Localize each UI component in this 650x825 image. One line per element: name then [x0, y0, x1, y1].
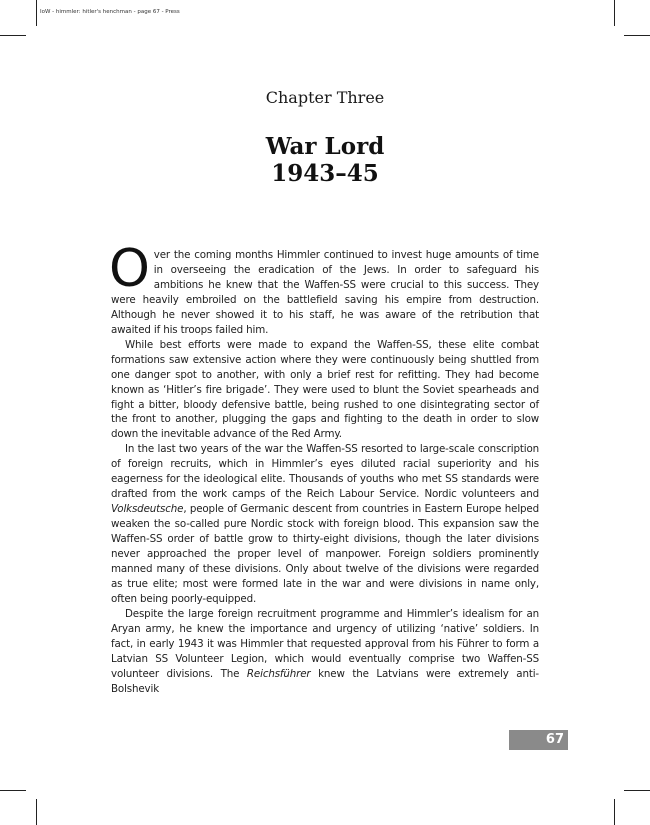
crop-mark-top-right-horizontal [624, 35, 650, 36]
paragraph-2: While best efforts were made to expand the Waffen-SS, these elite combat formations saw extensive action where they were continuously being shuttled from one danger spot to another, with only a brief rest for refitting. They had become known as ‘Hitler’s fire brigade’. They were used to blunt the Soviet spearheads and fight a bitter, bloody defensive battle, being rushed to one disintegrating sector of the front to another, plugging the gaps and fighting to the death in order to slow down the inevitable advance of the Red Army. [111, 338, 539, 441]
crop-mark-bottom-right-horizontal [624, 790, 650, 791]
chapter-body [109, 239, 539, 697]
crop-mark-bottom-left-horizontal [0, 790, 26, 791]
paragraph-3-text-b: , people of Germanic descent from countries in Eastern Europe helped weaken the so-called pure Nordic stock with foreign blood. This expansion saw the Waffen-SS order of battle grow to thirty-eight divisions, though the later divisions never approached the proper level of manpower. Foreign soldiers prominently manned many of these divisions. Only about twelve of the divisions were regarded as true elite; most were formed late in the war and were divisions in name only, often being poorly-equipped. [111, 503, 539, 605]
paragraph-4-italic: Reichsführer [246, 667, 311, 680]
crop-mark-bottom-right-vertical [614, 799, 615, 825]
paragraph-3 [111, 442, 539, 606]
paragraph-4-text-a: Despite the large foreign recruitment programme and Himmler’s idealism for an Aryan army, he knew the importance and urgency of utilizing ‘native’ soldiers. In fact, in early 1943 it was Himmler that requested approval from his Führer to form a Latvian SS Volunteer Legion, which would eventually comprise two Waffen-SS volunteer divisions. The [111, 607, 539, 680]
chapter-title-line-2: 1943–45 [271, 160, 379, 187]
chapter-label: Chapter Three [265, 88, 385, 107]
paragraph-1 [109, 239, 539, 338]
crop-mark-top-right-vertical [614, 0, 615, 26]
drop-cap: O [109, 239, 150, 299]
paragraph-3-text-a: In the last two years of the war the Waffen-SS resorted to large-scale conscription of foreign recruits, which in Himmler’s eyes diluted racial superiority and his eagerness for the ideological elite. Thousands of youths who met SS standards were drafted from the work camps of the Reich Labour Service. Nordic volunteers and [111, 443, 539, 501]
paragraph-4-text-b: knew the Latvians were extremely anti-Bolshevik [111, 667, 539, 695]
crop-mark-top-left-vertical [36, 0, 37, 26]
paragraph-4 [111, 607, 539, 697]
chapter-title [0, 133, 650, 187]
paragraph-3-italic: Volksdeutsche [111, 503, 184, 516]
crop-mark-top-left-horizontal [0, 35, 26, 36]
crop-mark-bottom-left-vertical [36, 799, 37, 825]
paragraph-1-text: ver the coming months Himmler continued to invest huge amounts of time in overseeing the eradication of the Jews. In order to safeguard his ambitions he knew that the Waffen-SS were crucial to this success. They were heavily embroiled on the battlefield saving his empire from destruction. Although he never showed it to his staff, he was aware of the retribution that awaited if his troops failed him. [111, 249, 539, 336]
page-number: 67 [509, 730, 568, 750]
chapter-title-line-1: War Lord [265, 133, 385, 160]
print-slug: IoW - himmler: hitler's henchman - page 67 - Press [40, 9, 180, 15]
